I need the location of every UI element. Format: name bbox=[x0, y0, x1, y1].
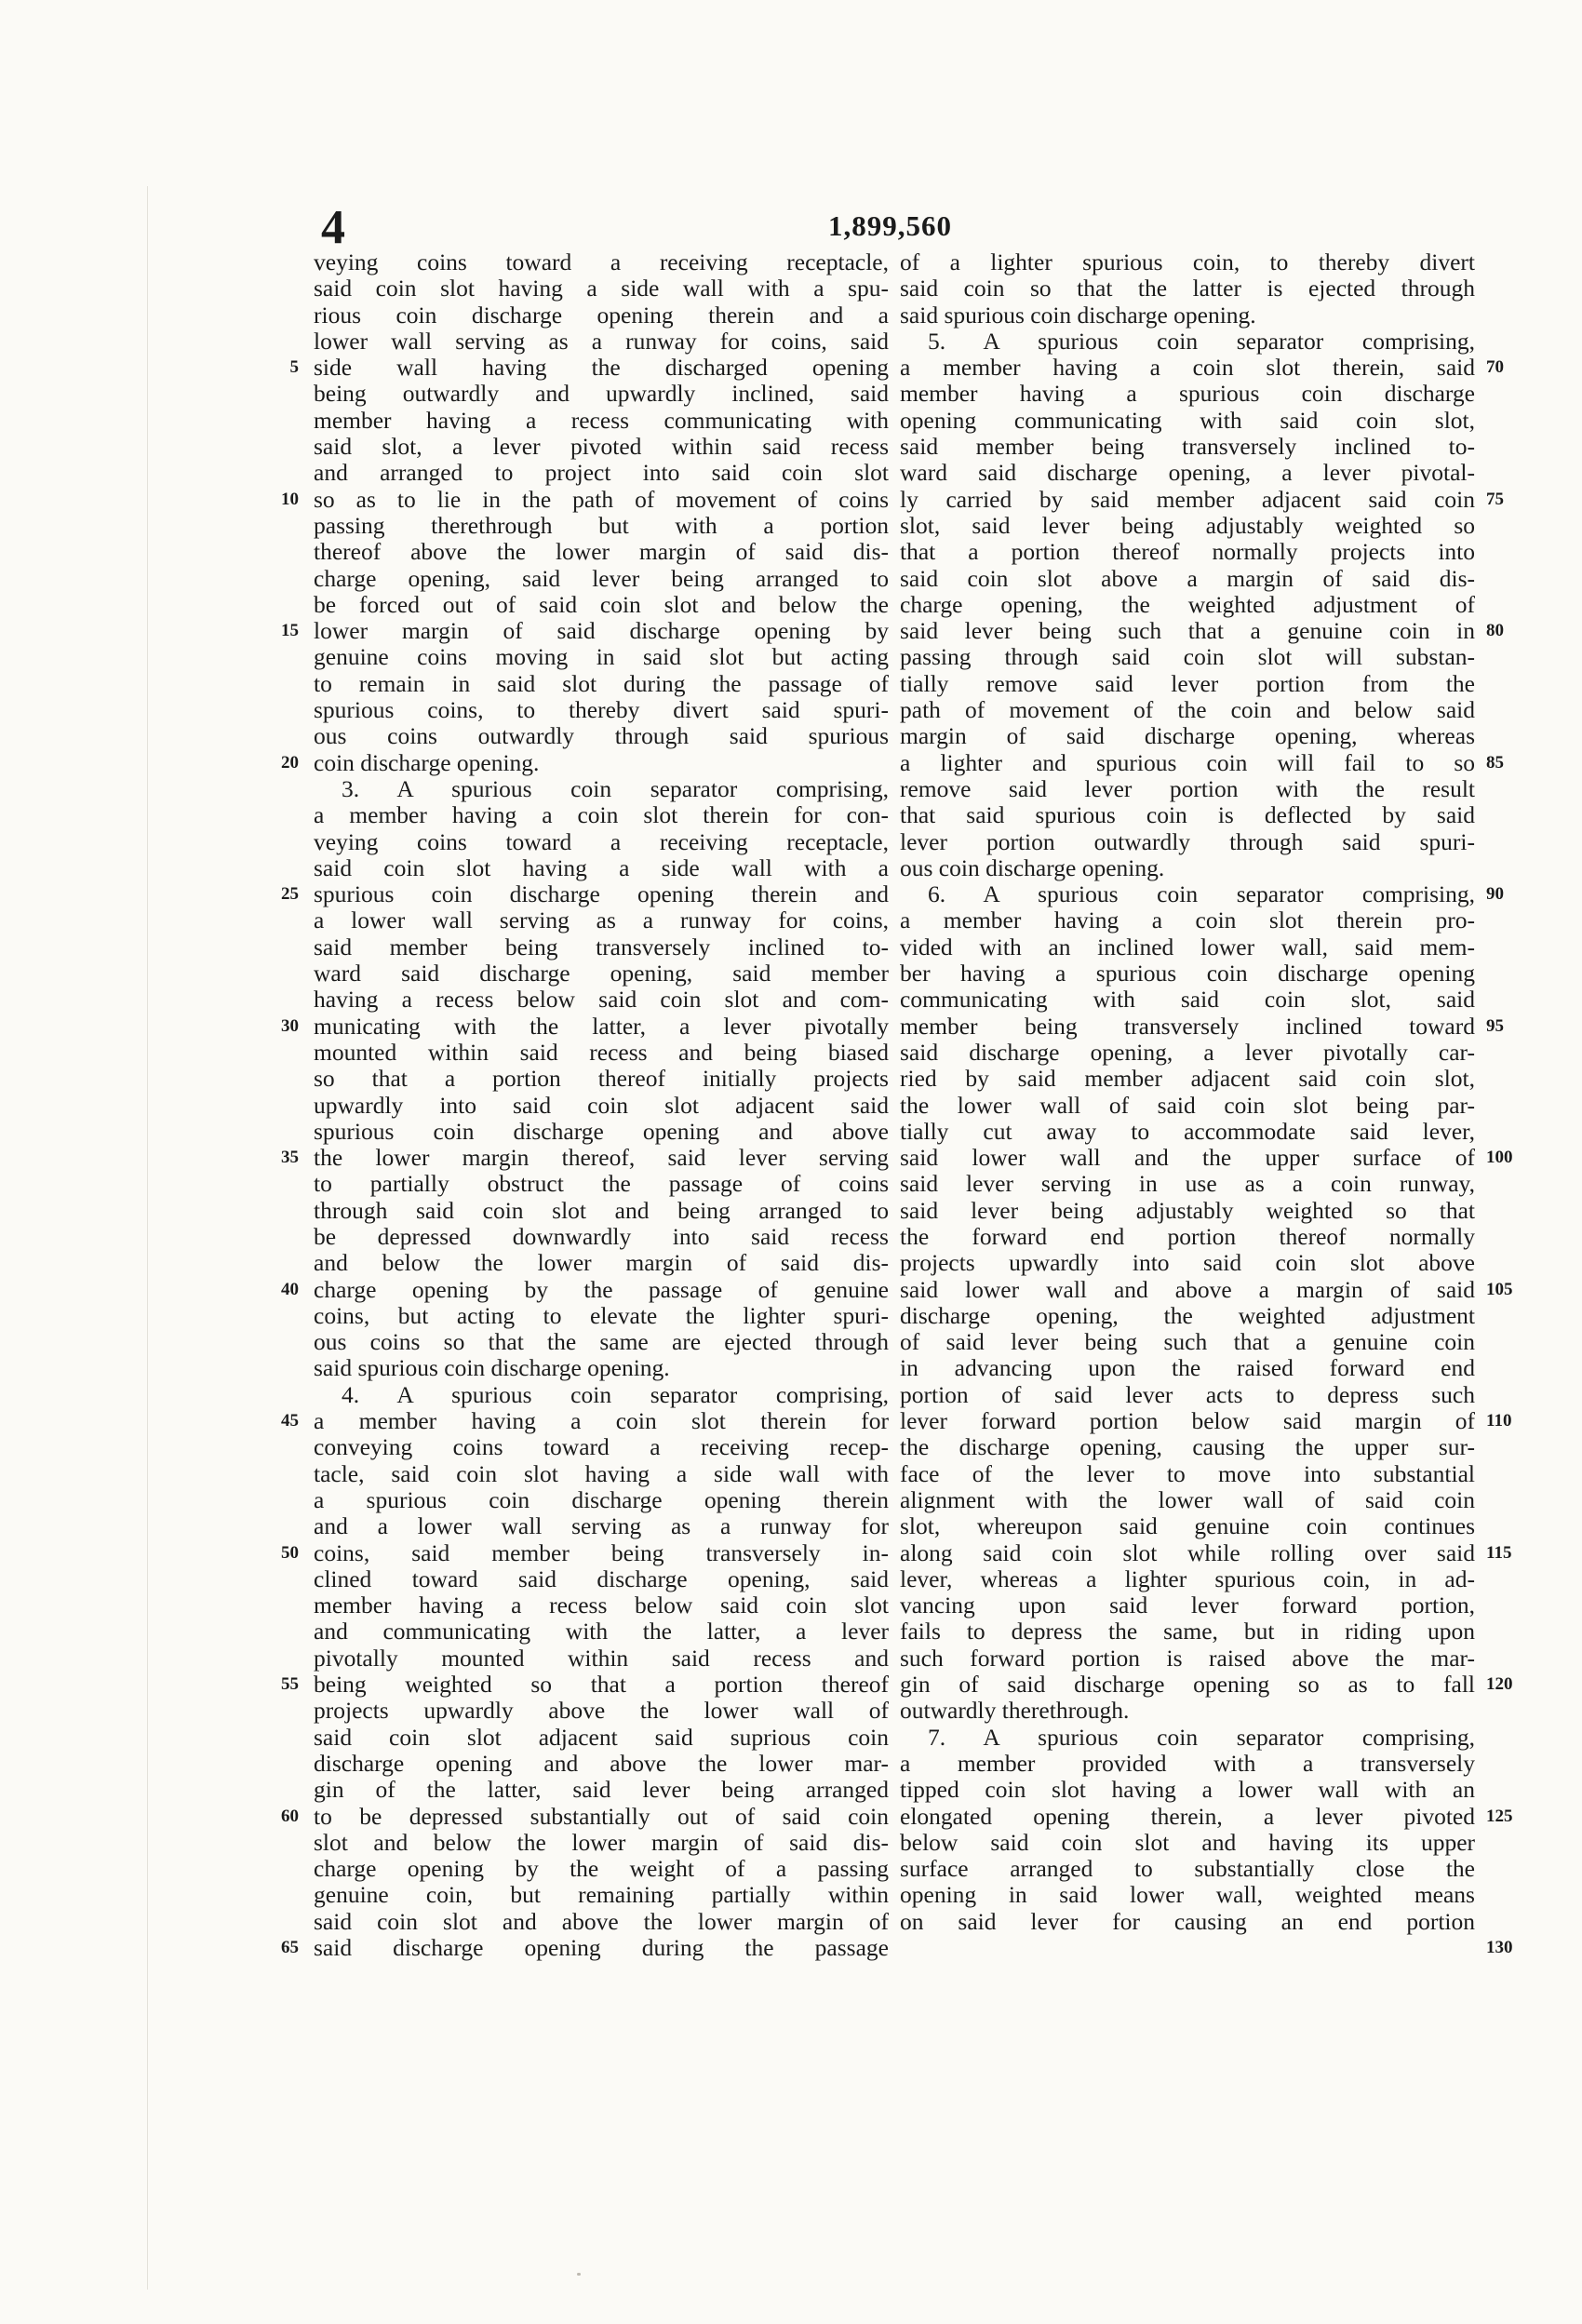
text-line: projects upwardly above the lower wall of bbox=[314, 1697, 889, 1725]
text-line: to remain in said slot during the passage of bbox=[314, 669, 889, 697]
text-line: so as to lie in the path of movement of coins bbox=[314, 485, 889, 513]
text-line: of said lever being such that a genuine coin bbox=[900, 1328, 1475, 1356]
margin-line-number: 75 bbox=[1486, 489, 1504, 509]
left-text-column bbox=[314, 249, 889, 1961]
text-line: slot, said lever being adjustably weighted so bbox=[900, 511, 1475, 539]
text-line: remove said lever portion with the result bbox=[900, 774, 1475, 802]
text-line: charge opening, said lever being arranged to bbox=[314, 564, 889, 592]
text-line: discharge opening, the weighted adjustment bbox=[900, 1301, 1475, 1329]
text-line: ous coin discharge opening. bbox=[900, 853, 1165, 881]
margin-line-number: 105 bbox=[1486, 1279, 1513, 1299]
text-line: said coin slot having a side wall with a bbox=[314, 853, 889, 881]
text-line: projects upwardly into said coin slot above bbox=[900, 1249, 1475, 1277]
text-line: to partially obstruct the passage of coins bbox=[314, 1170, 889, 1198]
text-line: member being transversely inclined toward bbox=[900, 1012, 1475, 1040]
text-line: tipped coin slot having a lower wall with an bbox=[900, 1776, 1475, 1804]
margin-line-number: 90 bbox=[1486, 884, 1504, 905]
text-line: ly carried by said member adjacent said coin bbox=[900, 485, 1475, 513]
text-line: 4. A spurious coin separator comprising, bbox=[342, 1380, 889, 1408]
text-line: being outwardly and upwardly inclined, said bbox=[314, 380, 889, 408]
margin-line-number: 115 bbox=[1486, 1542, 1512, 1563]
scan-speck bbox=[577, 2273, 581, 2276]
text-line: the lower margin thereof, said lever serving bbox=[314, 1144, 889, 1172]
text-line: said slot, a lever pivoted within said recess bbox=[314, 433, 889, 461]
text-line: along said coin slot while rolling over said bbox=[900, 1538, 1475, 1566]
margin-line-number: 70 bbox=[1486, 357, 1504, 378]
text-line: said lever being adjustably weighted so that bbox=[900, 1196, 1475, 1224]
text-line: in advancing upon the raised forward end bbox=[900, 1354, 1475, 1382]
text-line: be depressed downwardly into said recess bbox=[314, 1222, 889, 1250]
page-number: 4 bbox=[321, 201, 345, 254]
text-line: said coin slot above a margin of said dis- bbox=[900, 564, 1475, 592]
margin-line-number: 10 bbox=[281, 489, 299, 509]
text-line: a lighter and spurious coin will fail to so bbox=[900, 748, 1475, 776]
text-line: said discharge opening during the passage bbox=[314, 1934, 889, 1961]
text-line: rious coin discharge opening therein and a bbox=[314, 301, 889, 329]
text-line: passing therethrough but with a portion bbox=[314, 511, 889, 539]
text-line: lower margin of said discharge opening by bbox=[314, 617, 889, 645]
text-line: gin of said discharge opening so as to fall bbox=[900, 1671, 1475, 1699]
margin-line-number: 50 bbox=[281, 1542, 299, 1563]
text-line: communicating with said coin slot, said bbox=[900, 986, 1475, 1014]
text-line: a lower wall serving as a runway for coins, bbox=[314, 907, 889, 934]
text-line: ward said discharge opening, a lever pivotal- bbox=[900, 459, 1475, 487]
text-line: thereof above the lower margin of said dis- bbox=[314, 538, 889, 566]
margin-line-number: 60 bbox=[281, 1806, 299, 1826]
text-line: to be depressed substantially out of said coin bbox=[314, 1802, 889, 1830]
text-line: said lower wall and the upper surface of bbox=[900, 1144, 1475, 1172]
text-line: through said coin slot and being arranged to bbox=[314, 1196, 889, 1224]
text-line: a member provided with a transversely bbox=[900, 1749, 1475, 1777]
margin-line-number: 130 bbox=[1486, 1938, 1513, 1958]
text-line: a member having a coin slot therein, said bbox=[900, 354, 1475, 382]
text-line: the forward end portion thereof normally bbox=[900, 1222, 1475, 1250]
text-line: ous coins so that the same are ejected through bbox=[314, 1328, 889, 1356]
text-line: 7. A spurious coin separator comprising, bbox=[928, 1723, 1475, 1751]
text-line: surface arranged to substantially close the bbox=[900, 1855, 1475, 1883]
text-line: gin of the latter, said lever being arranged bbox=[314, 1776, 889, 1804]
text-line: tially cut away to accommodate said lever, bbox=[900, 1117, 1475, 1145]
text-line: portion of said lever acts to depress such bbox=[900, 1380, 1475, 1408]
text-line: 5. A spurious coin separator comprising, bbox=[928, 327, 1475, 355]
text-line: member having a recess communicating with bbox=[314, 406, 889, 434]
text-line: said spurious coin discharge opening. bbox=[900, 301, 1256, 329]
text-line: opening communicating with said coin slot, bbox=[900, 406, 1475, 434]
text-line: genuine coin, but remaining partially within bbox=[314, 1881, 889, 1909]
text-line: path of movement of the coin and below said bbox=[900, 696, 1475, 724]
margin-line-number: 20 bbox=[281, 752, 299, 772]
text-line: a spurious coin discharge opening therein bbox=[314, 1485, 889, 1513]
margin-line-number: 15 bbox=[281, 621, 299, 641]
text-line: tacle, said coin slot having a side wall with bbox=[314, 1459, 889, 1487]
text-line: pivotally mounted within said recess and bbox=[314, 1644, 889, 1672]
text-line: said coin so that the latter is ejected through bbox=[900, 275, 1475, 302]
text-line: said discharge opening, a lever pivotally car- bbox=[900, 1038, 1475, 1066]
text-line: mounted within said recess and being biased bbox=[314, 1038, 889, 1066]
text-line: charge opening by the passage of genuine bbox=[314, 1275, 889, 1303]
text-line: member having a recess below said coin slot bbox=[314, 1592, 889, 1619]
text-line: so that a portion thereof initially projects bbox=[314, 1065, 889, 1093]
text-line: opening in said lower wall, weighted means bbox=[900, 1881, 1475, 1909]
text-line: a member having a coin slot therein for bbox=[314, 1407, 889, 1435]
text-line: and communicating with the latter, a lever bbox=[314, 1618, 889, 1646]
text-line: said spurious coin discharge opening. bbox=[314, 1354, 670, 1382]
text-line: that said spurious coin is deflected by said bbox=[900, 801, 1475, 829]
scan-edge-line bbox=[147, 186, 148, 2290]
text-line: upwardly into said coin slot adjacent said bbox=[314, 1091, 889, 1119]
text-line: outwardly therethrough. bbox=[900, 1697, 1130, 1725]
text-line: passing through said coin slot will substan- bbox=[900, 643, 1475, 671]
text-line: charge opening, the weighted adjustment of bbox=[900, 590, 1475, 618]
text-line: of a lighter spurious coin, to thereby divert bbox=[900, 249, 1475, 275]
text-line: slot and below the lower margin of said dis- bbox=[314, 1828, 889, 1856]
text-line: member having a spurious coin discharge bbox=[900, 380, 1475, 408]
margin-line-number: 80 bbox=[1486, 621, 1504, 641]
text-line: spurious coins, to thereby divert said spuri- bbox=[314, 696, 889, 724]
text-line: lever forward portion below said margin of bbox=[900, 1407, 1475, 1435]
text-line: a member having a coin slot therein for con- bbox=[314, 801, 889, 829]
text-line: veying coins toward a receiving receptacle, bbox=[314, 249, 889, 275]
patent-number: 1,899,560 bbox=[828, 209, 952, 242]
margin-line-number: 30 bbox=[281, 1015, 299, 1036]
margin-line-number: 125 bbox=[1486, 1806, 1513, 1826]
text-line: said lower wall and above a margin of said bbox=[900, 1275, 1475, 1303]
text-line: vancing upon said lever forward portion, bbox=[900, 1592, 1475, 1619]
margin-line-number: 55 bbox=[281, 1674, 299, 1695]
margin-line-number: 5 bbox=[289, 357, 299, 378]
margin-line-number: 100 bbox=[1486, 1148, 1513, 1168]
text-line: coin discharge opening. bbox=[314, 748, 540, 776]
text-line: coins, said member being transversely in- bbox=[314, 1538, 889, 1566]
right-text-column bbox=[900, 249, 1475, 1935]
text-line: elongated opening therein, a lever pivoted bbox=[900, 1802, 1475, 1830]
text-line: the lower wall of said coin slot being par- bbox=[900, 1091, 1475, 1119]
text-line: said member being transversely inclined to- bbox=[900, 433, 1475, 461]
text-line: veying coins toward a receiving receptacle, bbox=[314, 827, 889, 855]
text-line: said coin slot having a side wall with a spu- bbox=[314, 275, 889, 302]
margin-line-number: 40 bbox=[281, 1279, 299, 1299]
text-line: said coin slot adjacent said suprious coin bbox=[314, 1723, 889, 1751]
text-line: conveying coins toward a receiving recep- bbox=[314, 1433, 889, 1461]
text-line: said coin slot and above the lower margin of bbox=[314, 1907, 889, 1935]
text-line: being weighted so that a portion thereof bbox=[314, 1671, 889, 1699]
text-line: ward said discharge opening, said member bbox=[314, 960, 889, 987]
text-line: lever portion outwardly through said spuri- bbox=[900, 827, 1475, 855]
text-line: 3. A spurious coin separator comprising, bbox=[342, 774, 889, 802]
text-line: spurious coin discharge opening therein and bbox=[314, 880, 889, 908]
text-line: 6. A spurious coin separator comprising, bbox=[928, 880, 1475, 908]
text-line: and a lower wall serving as a runway for bbox=[314, 1512, 889, 1540]
text-line: a member having a coin slot therein pro- bbox=[900, 907, 1475, 934]
text-line: ried by said member adjacent said coin slot, bbox=[900, 1065, 1475, 1093]
text-line: alignment with the lower wall of said coin bbox=[900, 1485, 1475, 1513]
margin-line-number: 65 bbox=[281, 1938, 299, 1958]
text-line: vided with an inclined lower wall, said mem- bbox=[900, 933, 1475, 960]
text-line: ous coins outwardly through said spurious bbox=[314, 722, 889, 750]
text-line: lower wall serving as a runway for coins, said bbox=[314, 327, 889, 355]
text-line: and below the lower margin of said dis- bbox=[314, 1249, 889, 1277]
text-line: side wall having the discharged opening bbox=[314, 354, 889, 382]
text-line: municating with the latter, a lever pivotally bbox=[314, 1012, 889, 1040]
margin-line-number: 85 bbox=[1486, 752, 1504, 772]
text-line: spurious coin discharge opening and above bbox=[314, 1117, 889, 1145]
text-line: ber having a spurious coin discharge opening bbox=[900, 960, 1475, 987]
text-line: said lever serving in use as a coin runway, bbox=[900, 1170, 1475, 1198]
text-line: said lever being such that a genuine coin in bbox=[900, 617, 1475, 645]
text-line: such forward portion is raised above the mar- bbox=[900, 1644, 1475, 1672]
text-line: be forced out of said coin slot and below the bbox=[314, 590, 889, 618]
text-line: below said coin slot and having its upper bbox=[900, 1828, 1475, 1856]
text-line: margin of said discharge opening, whereas bbox=[900, 722, 1475, 750]
text-line: that a portion thereof normally projects into bbox=[900, 538, 1475, 566]
text-line: clined toward said discharge opening, said bbox=[314, 1565, 889, 1592]
text-line: the discharge opening, causing the upper sur- bbox=[900, 1433, 1475, 1461]
text-line: on said lever for causing an end portion bbox=[900, 1907, 1475, 1935]
text-line: coins, but acting to elevate the lighter spuri- bbox=[314, 1301, 889, 1329]
text-line: slot, whereupon said genuine coin continues bbox=[900, 1512, 1475, 1540]
margin-line-number: 110 bbox=[1486, 1411, 1512, 1431]
text-line: lever, whereas a lighter spurious coin, in ad- bbox=[900, 1565, 1475, 1592]
margin-line-number: 25 bbox=[281, 884, 299, 905]
text-line: said member being transversely inclined to- bbox=[314, 933, 889, 960]
margin-line-number: 95 bbox=[1486, 1015, 1504, 1036]
text-line: and arranged to project into said coin slot bbox=[314, 459, 889, 487]
margin-line-number: 120 bbox=[1486, 1674, 1513, 1695]
text-line: fails to depress the same, but in riding upon bbox=[900, 1618, 1475, 1646]
text-line: tially remove said lever portion from the bbox=[900, 669, 1475, 697]
text-line: charge opening by the weight of a passing bbox=[314, 1855, 889, 1883]
margin-line-number: 35 bbox=[281, 1148, 299, 1168]
text-line: discharge opening and above the lower mar- bbox=[314, 1749, 889, 1777]
text-line: having a recess below said coin slot and com- bbox=[314, 986, 889, 1014]
margin-line-number: 45 bbox=[281, 1411, 299, 1431]
text-line: genuine coins moving in said slot but acting bbox=[314, 643, 889, 671]
text-line: face of the lever to move into substantial bbox=[900, 1459, 1475, 1487]
